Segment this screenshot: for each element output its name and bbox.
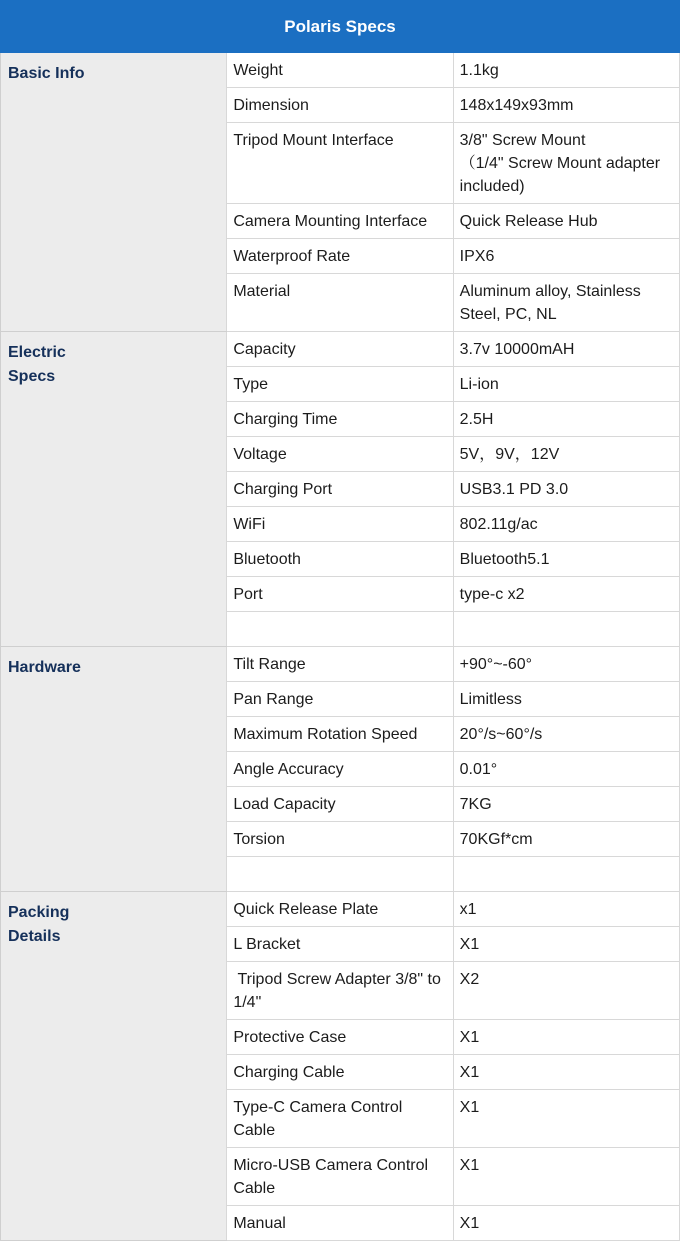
spec-value: 20°/s~60°/s <box>453 717 679 752</box>
spec-key: WiFi <box>227 507 453 542</box>
spec-key <box>227 962 453 1020</box>
section-label: Specs <box>8 368 56 385</box>
spec-value-line: （1/4" Screw Mount adapter included) <box>459 155 661 195</box>
spec-value: USB3.1 PD 3.0 <box>453 472 679 507</box>
spec-key: Type-C Camera Control Cable <box>227 1090 453 1148</box>
spec-key: Weight <box>227 53 453 88</box>
spec-key: Charging Cable <box>227 1055 453 1090</box>
table-row <box>1 892 680 927</box>
spec-key: Tripod Mount Interface <box>227 123 453 204</box>
spec-key <box>227 1148 453 1206</box>
spec-key: Voltage <box>227 437 453 472</box>
spec-value: type-c x2 <box>453 577 679 612</box>
spec-value: IPX6 <box>453 239 679 274</box>
table-row <box>1 647 680 682</box>
table-row <box>1 332 680 367</box>
spec-key: Maximum Rotation Speed <box>227 717 453 752</box>
spec-value: 0.01° <box>453 752 679 787</box>
section-basic-info <box>1 53 227 332</box>
spec-key: Charging Port <box>227 472 453 507</box>
spec-key: Type <box>227 367 453 402</box>
spec-key: Quick Release Plate <box>227 892 453 927</box>
spec-key: Pan Range <box>227 682 453 717</box>
empty-cell <box>453 612 679 647</box>
spec-value: 1.1kg <box>453 53 679 88</box>
section-label: Electric <box>8 344 66 361</box>
empty-cell <box>227 857 453 892</box>
spec-key: Tilt Range <box>227 647 453 682</box>
spec-value: 3.7v 10000mAH <box>453 332 679 367</box>
table-title: Polaris Specs <box>1 1 680 53</box>
spec-value: X2 <box>453 962 679 1020</box>
spec-value: 802.11g/ac <box>453 507 679 542</box>
spec-value: Quick Release Hub <box>453 204 679 239</box>
spec-key-line: Micro-USB Camera Control <box>233 1157 429 1174</box>
spec-value: X1 <box>453 1055 679 1090</box>
spec-key: Dimension <box>227 88 453 123</box>
spec-key: Angle Accuracy <box>227 752 453 787</box>
spec-key: Protective Case <box>227 1020 453 1055</box>
spec-key: Port <box>227 577 453 612</box>
spec-value <box>453 123 679 204</box>
spec-value: X1 <box>453 1148 679 1206</box>
empty-cell <box>453 857 679 892</box>
spec-value: Li-ion <box>453 367 679 402</box>
spec-value: X1 <box>453 1090 679 1148</box>
section-electric-specs <box>1 332 227 647</box>
spec-value-line: 3/8" Screw Mount <box>459 132 586 149</box>
spec-value: X1 <box>453 1020 679 1055</box>
spec-value: Bluetooth5.1 <box>453 542 679 577</box>
spec-key: Charging Time <box>227 402 453 437</box>
spec-value: 5V，9V，12V <box>453 437 679 472</box>
spec-key: Capacity <box>227 332 453 367</box>
spec-key-line: 1/4" <box>233 994 262 1011</box>
spec-value: 2.5H <box>453 402 679 437</box>
title-row <box>1 1 680 53</box>
table-row <box>1 53 680 88</box>
section-label: Details <box>8 928 61 945</box>
spec-key: Manual <box>227 1206 453 1241</box>
spec-value: +90°~-60° <box>453 647 679 682</box>
spec-value: 7KG <box>453 787 679 822</box>
empty-cell <box>227 612 453 647</box>
spec-key: Waterproof Rate <box>227 239 453 274</box>
spec-value: 70KGf*cm <box>453 822 679 857</box>
spec-key: Torsion <box>227 822 453 857</box>
spec-key: Camera Mounting Interface <box>227 204 453 239</box>
spec-value: 148x149x93mm <box>453 88 679 123</box>
section-label: Hardware <box>8 659 81 676</box>
spec-value: X1 <box>453 927 679 962</box>
spec-key-line: Tripod Screw Adapter 3/8" to <box>233 971 441 988</box>
section-hardware <box>1 647 227 892</box>
spec-key: Material <box>227 274 453 332</box>
section-packing-details <box>1 892 227 1241</box>
spec-key: Bluetooth <box>227 542 453 577</box>
spec-key: L Bracket <box>227 927 453 962</box>
spec-value: Limitless <box>453 682 679 717</box>
spec-value: X1 <box>453 1206 679 1241</box>
spec-value: x1 <box>453 892 679 927</box>
section-label: Packing <box>8 904 70 921</box>
spec-key: Load Capacity <box>227 787 453 822</box>
spec-value: Aluminum alloy, Stainless Steel, PC, NL <box>453 274 679 332</box>
spec-key-line: Cable <box>233 1180 276 1197</box>
section-label: Basic Info <box>8 65 85 82</box>
